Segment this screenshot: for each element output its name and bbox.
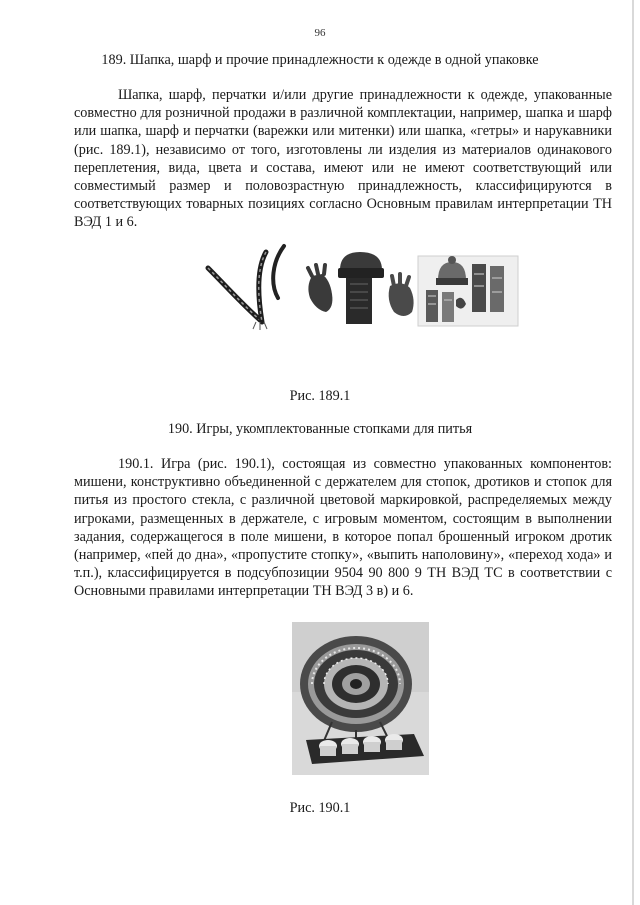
section-190-paragraph: 190.1. Игра (рис. 190.1), состоящая из совместно упакованных компонентов: мишени, конструктивно объединенной с держателем для стопок, дротиков и стопок для питья из простого стекла, с различной цветовой маркировкой, распределяемых между игроками, размещенных в держателе, с игровым моментом, состоящим в выполнении задания, содержащегося в поле мишени, в которое попал брошенный игроком дротик (например, «пей до дна», «пропустите стопку», «выпить наполовину», «переход хода» и т.п.), классифицируется в подсубпозиции 9504 90 800 9 ТН ВЭД ТС в соответствии с Основными правилами интерпретации ТН ВЭД 3 в) и 6. (74, 456, 612, 600)
scan-edge-shadow (632, 0, 634, 905)
figure-190-1-image (292, 622, 429, 775)
section-190-heading: 190. Игры, укомплектованные стопками для питья (167, 421, 473, 437)
figure-189-1-image (200, 240, 526, 332)
section-189-heading: 189. Шапка, шарф и прочие принадлежности к одежде в одной упаковке (101, 52, 539, 68)
hat-warmers-image (418, 256, 518, 326)
figure-189-1-caption: Рис. 189.1 (289, 388, 351, 404)
page-number: 96 (314, 27, 326, 39)
section-189-paragraph: Шапка, шарф, перчатки и/или другие принадлежности к одежде, упакованные совместно для розничной продажи в различной комплектации, например, шапка и шарф или шапка, шарф и перчатки (варежки или митенки) или шапка, «гетры» и нарукавники (рис. 189.1), независимо от того, изготовлены ли изделия из материалов одинакового переплетения, вида, цвета и состава, имеют или не имеют соответствующий или совместимый размер и половозрастную принадлежность, классифицируются в соответствующих товарных позициях согласно Основным правилам интерпретации ТН ВЭД 1 и 6. (74, 87, 612, 231)
scarf-image (208, 246, 284, 330)
hat-scarf-gloves-image (308, 252, 414, 324)
figure-190-1-caption: Рис. 190.1 (289, 800, 351, 816)
dartboard-target (300, 636, 412, 732)
